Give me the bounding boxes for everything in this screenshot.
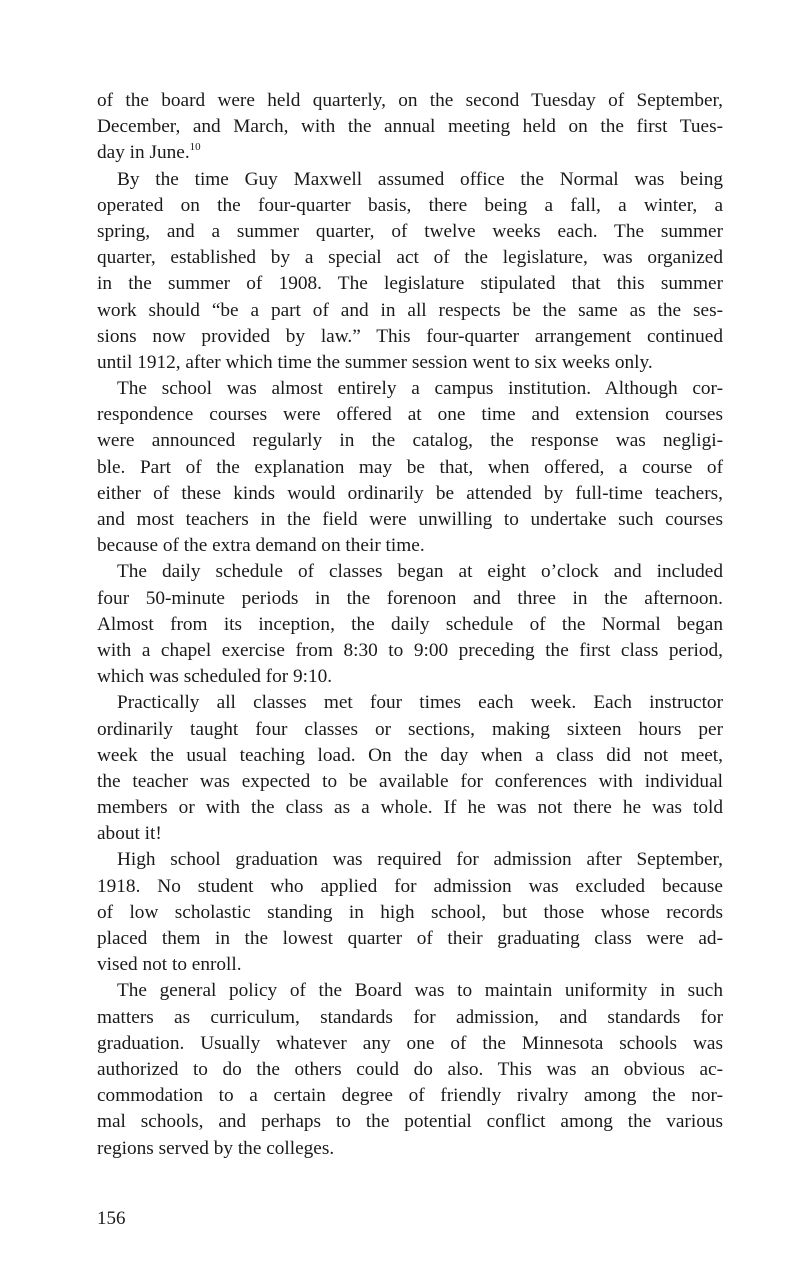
- text-line: quarter, established by a special act of the legislature, was organized: [97, 247, 723, 269]
- text-line: ordinarily taught four classes or sections, making sixteen hours per: [97, 718, 723, 740]
- text-line: until 1912, after which time the summer session went to six weeks only.: [97, 351, 653, 373]
- text-line: The school was almost entirely a campus institution. Although cor-: [117, 378, 723, 400]
- text-line: The general policy of the Board was to maintain uniformity in such: [117, 980, 723, 1002]
- text-line: about it!: [97, 823, 162, 845]
- text-line: regions served by the colleges.: [97, 1137, 335, 1159]
- paragraph: [97, 978, 723, 1161]
- text-line: sions now provided by law.” This four-quarter arrangement continued: [97, 325, 723, 347]
- text-line: vised not to enroll.: [97, 954, 242, 976]
- text-line: week the usual teaching load. On the day when a class did not meet,: [97, 744, 723, 766]
- text-line: spring, and a summer quarter, of twelve weeks each. The summer: [97, 220, 723, 242]
- body-text: [97, 88, 723, 1162]
- text-line: matters as curriculum, standards for admission, and standards for: [97, 1006, 723, 1028]
- text-line: placed them in the lowest quarter of their graduating class were ad-: [97, 928, 723, 949]
- text-line: which was scheduled for 9:10.: [97, 666, 333, 688]
- text-line: ble. Part of the explanation may be that, when offered, a course of: [97, 456, 723, 478]
- paragraph: [97, 847, 723, 978]
- text-line: because of the extra demand on their time.: [97, 535, 425, 557]
- footnote-reference: 10: [189, 141, 201, 154]
- paragraph: [97, 88, 723, 167]
- paragraph: [97, 559, 723, 690]
- text-line: The daily schedule of classes began at eight o’clock and included: [117, 561, 723, 583]
- text-line: with a chapel exercise from 8:30 to 9:00 preceding the first class period,: [97, 639, 723, 661]
- text-line: operated on the four-quarter basis, there being a fall, a winter, a: [97, 194, 723, 216]
- text-line: in the summer of 1908. The legislature stipulated that this summer: [97, 273, 723, 295]
- text-line: Practically all classes met four times each week. Each instructor: [117, 692, 723, 714]
- paragraph: [97, 690, 723, 847]
- paragraph: [97, 376, 723, 559]
- text-line: By the time Guy Maxwell assumed office the Normal was being: [117, 168, 723, 190]
- text-line: High school graduation was required for admission after September,: [117, 849, 723, 871]
- text-line: of the board were held quarterly, on the second Tuesday of September,: [97, 90, 723, 111]
- text-line: day in June.$^{10}$: [97, 141, 201, 164]
- paragraph: [97, 167, 723, 377]
- text-line: the teacher was expected to be available for conferences with individual: [97, 770, 723, 792]
- text-line: December, and March, with the annual meeting held on the first Tues-: [97, 116, 723, 138]
- text-line: four 50-minute periods in the forenoon and three in the afternoon.: [97, 587, 723, 609]
- text-line: members or with the class as a whole. If he was not there he was told: [97, 797, 723, 819]
- text-line: either of these kinds would ordinarily be attended by full-time teachers,: [97, 482, 723, 504]
- text-line: graduation. Usually whatever any one of the Minnesota schools was: [97, 1032, 723, 1054]
- text-line: authorized to do the others could do also. This was an obvious ac-: [97, 1058, 723, 1080]
- text-line: mal schools, and perhaps to the potential conflict among the various: [97, 1111, 723, 1133]
- text-line: 1918. No student who applied for admission was excluded because: [97, 875, 723, 897]
- text-line: were announced regularly in the catalog, the response was negligi-: [97, 430, 723, 452]
- text-line: Almost from its inception, the daily schedule of the Normal began: [97, 613, 723, 635]
- text-line: commodation to a certain degree of friendly rivalry among the nor-: [97, 1085, 723, 1107]
- text-line: respondence courses were offered at one time and extension courses: [97, 404, 723, 426]
- text-line: of low scholastic standing in high school, but those whose records: [97, 901, 723, 923]
- text-line: and most teachers in the field were unwilling to undertake such courses: [97, 509, 723, 530]
- page-number: 156: [97, 1208, 126, 1229]
- text-line: work should “be a part of and in all respects be the same as the ses-: [97, 299, 723, 321]
